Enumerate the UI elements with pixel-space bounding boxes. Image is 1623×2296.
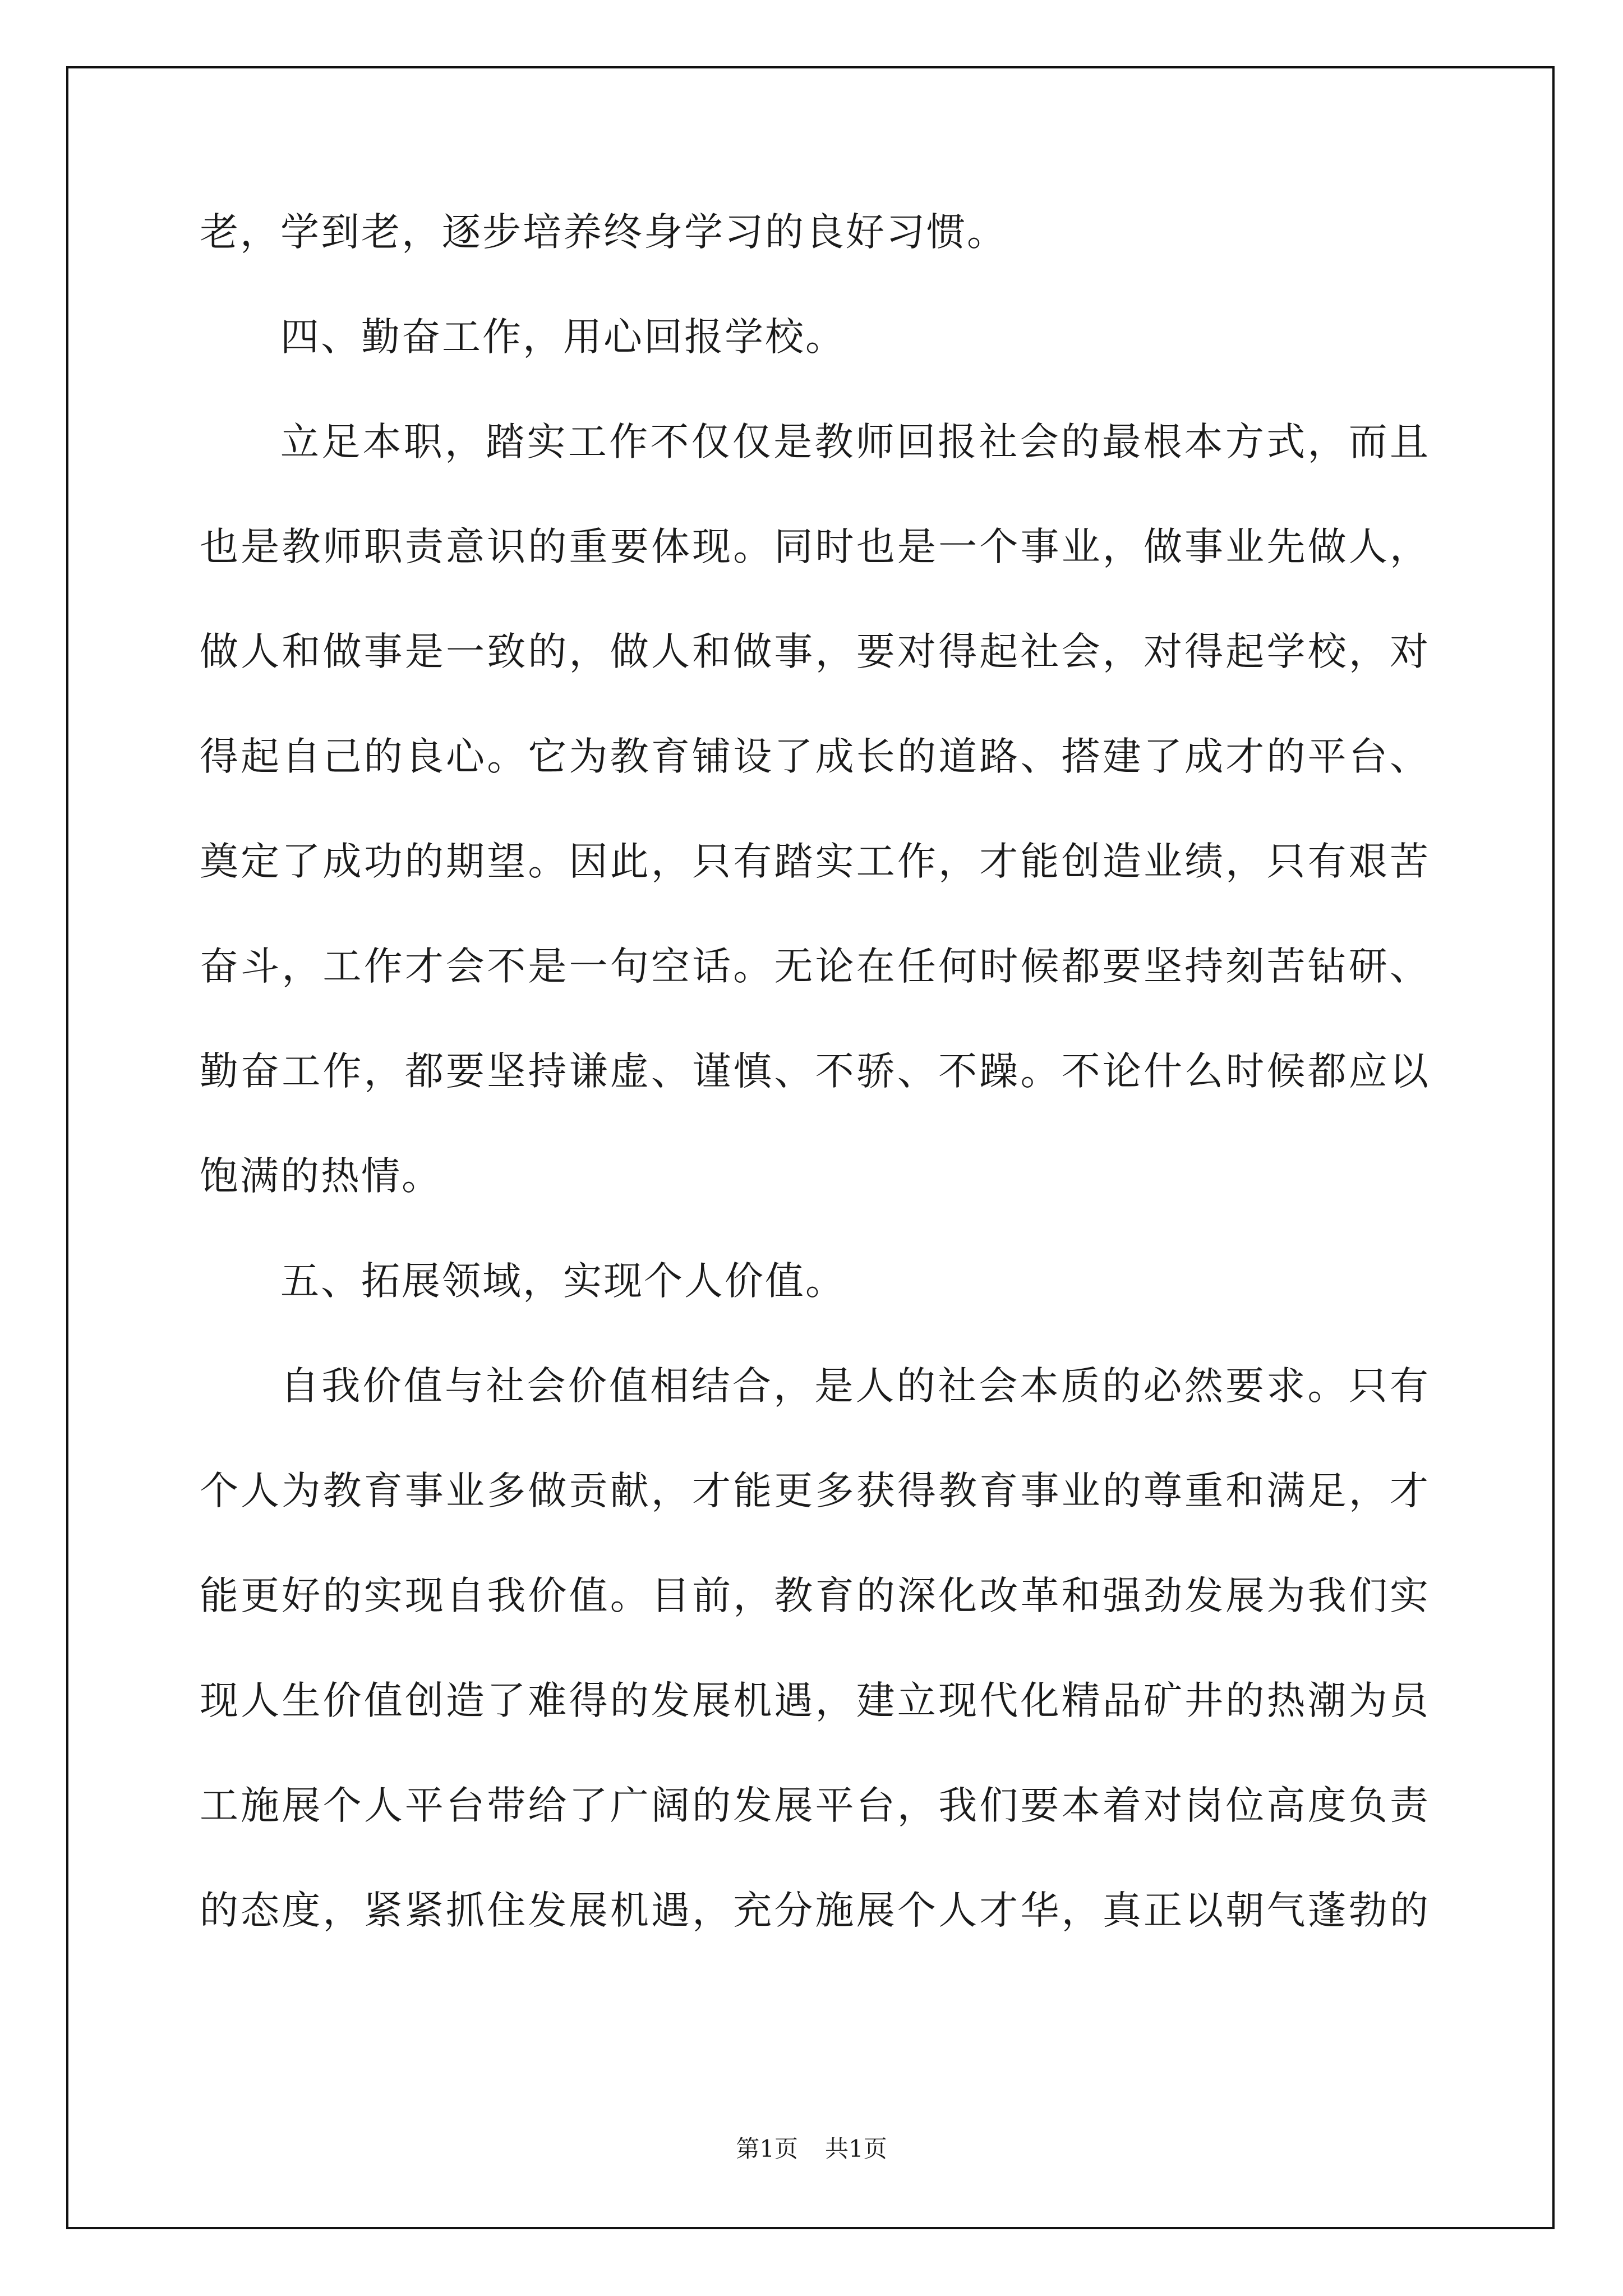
text-line-continuation: 老，学到老，逐步培养终身学习的良好习惯。 [200,210,1007,255]
paragraph-line: 也是教师职责意识的重要体现。同时也是一个事业，做事业先做人， [200,524,1430,569]
paragraph-line: 立足本职，踏实工作不仅仅是教师回报社会的最根本方式，而且 [280,420,1430,464]
paragraph-line: 个人为教育事业多做贡献，才能更多获得教育事业的尊重和满足，才 [200,1469,1430,1513]
paragraph-line: 勤奋工作，都要坚持谦虚、谨慎、不骄、不躁。不论什么时候都应以 [200,1049,1430,1094]
page-footer [0,2135,1623,2163]
section-heading-4: 四、勤奋工作，用心回报学校。 [280,315,846,360]
paragraph-line: 自我价值与社会价值相结合，是人的社会本质的必然要求。只有 [280,1364,1430,1409]
paragraph-line: 奠定了成功的期望。因此，只有踏实工作，才能创造业绩，只有艰苦 [200,839,1430,884]
paragraph-line: 能更好的实现自我价值。目前，教育的深化改革和强劲发展为我们实 [200,1573,1430,1618]
section-heading-5: 五、拓展领域，实现个人价值。 [280,1259,846,1304]
paragraph-line: 现人生价值创造了难得的发展机遇，建立现代化精品矿井的热潮为员 [200,1678,1430,1723]
paragraph-line-last: 饱满的热情。 [200,1154,442,1199]
paragraph-line: 做人和做事是一致的，做人和做事，要对得起社会，对得起学校，对 [200,629,1430,674]
page-number-total: 共1页 [825,2135,887,2162]
paragraph-line: 得起自己的良心。它为教育铺设了成长的道路、搭建了成才的平台、 [200,734,1430,779]
page-number-current: 第1页 [736,2135,798,2162]
paragraph-line: 工施展个人平台带给了广阔的发展平台，我们要本着对岗位高度负责 [200,1783,1430,1828]
paragraph-line: 的态度，紧紧抓住发展机遇，充分施展个人才华，真正以朝气蓬勃的 [200,1888,1430,1933]
paragraph-line: 奋斗，工作才会不是一句空话。无论在任何时候都要坚持刻苦钻研、 [200,944,1430,989]
document-body [200,211,1430,1994]
